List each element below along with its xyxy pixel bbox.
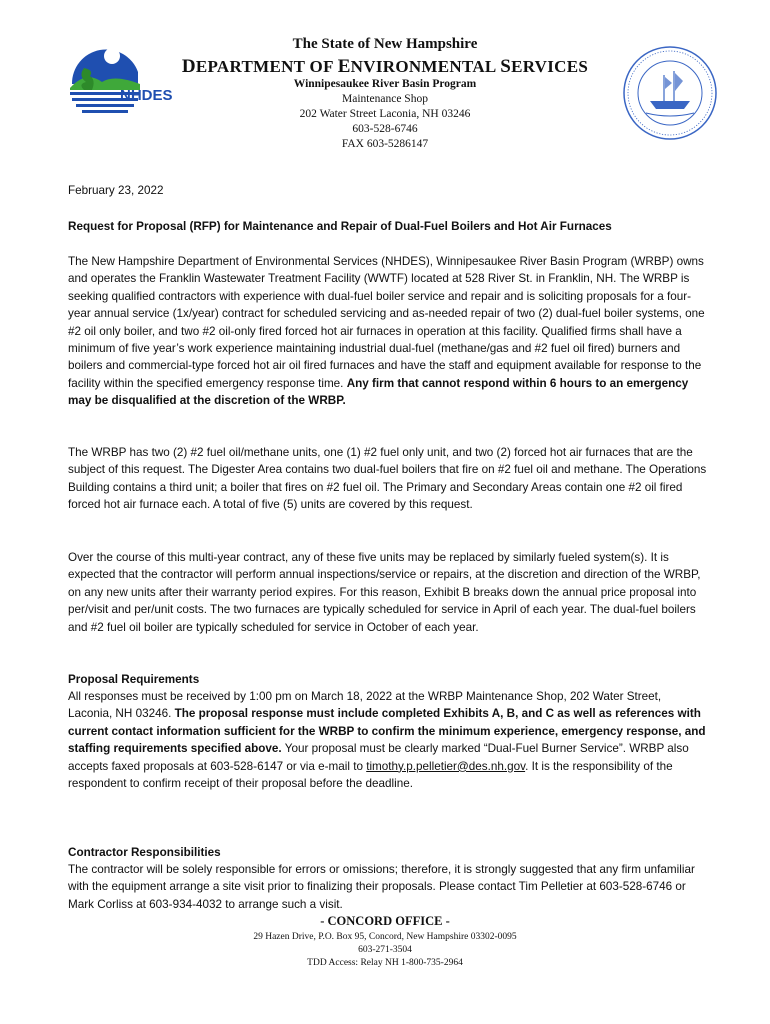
contractor-responsibilities-heading: Contractor Responsibilities: [68, 846, 221, 859]
concord-office-heading: - CONCORD OFFICE -: [320, 914, 450, 928]
email-link[interactable]: timothy.p.pelletier@des.nh.gov: [366, 759, 526, 773]
paragraph-units: The WRBP has two (2) #2 fuel oil/methane units, one (1) #2 fuel only unit, and two (2) forced hot air furnaces that are the subject of this request. The Digester Area contains two dual-fuel boilers that fire on #2 fuel oil and methane. The Operations Building contains a third unit; a boiler that fires on #2 fuel oil. The Primary and Secondary Areas contain one #2 oil fired forced hot air furnace each. A total of five (5) units are covered by this request.: [68, 446, 707, 512]
program-name: Winnipesaukee River Basin Program: [293, 78, 477, 90]
state-name: The State of New Hampshire: [292, 36, 478, 52]
street-address: 202 Water Street Laconia, NH 03246: [299, 108, 471, 120]
footer-phone: 603-271-3504: [358, 945, 412, 955]
paragraph-intro: The New Hampshire Department of Environmental Services (NHDES), Winnipesaukee River Basin Program (WRBP) owns and operates the Franklin Wastewater Treatment Facility (WWTF) located at 528 River St. in Franklin, NH. The WRBP is seeking qualified contractors with experience with dual-fuel boiler service and repair and is soliciting proposals for a four-year annual service (1x/year) contract for scheduled servicing and as-needed repair of two (2) dual-fuel boiler systems, one #2 oil only boiler, and two #2 oil-only fired forced hot air furnaces in operation at this facility. Qualified firms shall have a minimum of five year’s work experience maintaining industrial dual-fuel (methane/gas and #2 fuel oil fired) burners and boilers and commercial-type forced hot air oil fired furnaces and have the staff and equipment available for response to the facility within the specified emergency response time. Any firm that cannot respond within 6 hours to an emergency may be disqualified at the discretion of the WRBP.: [68, 255, 705, 408]
emergency-requirement: Any firm that cannot respond within 6 hours to an emergency may be disqualified at the discretion of the WRBP.: [68, 376, 689, 408]
rfp-title: Request for Proposal (RFP) for Maintenance and Repair of Dual-Fuel Boilers and Hot Air Furnaces: [68, 220, 612, 233]
footer-address: 29 Hazen Drive, P.O. Box 95, Concord, New Hampshire 03302-0095: [253, 932, 517, 942]
paragraph-responsibilities: The contractor will be solely responsible for errors or omissions; therefore, it is strongly suggested that any firm unfamiliar with the equipment arrange a site visit prior to finalizing their proposals. Please contact Tim Pelletier at 603-528-6746 or Mark Corliss at 603-934-4032 to arrange such a visit.: [68, 863, 695, 911]
paragraph-contract: Over the course of this multi-year contract, any of these five units may be replaced by similarly fueled system(s). It is expected that the contractor will perform annual inspections/service or repairs, at the discretion and direction of the WRBP, on any new units after their warranty period expires. For this reason, Exhibit B breaks down the annual price proposal into per/visit and per/unit costs. The two furnaces are typically scheduled for service in April of each year. The dual-fuel boilers and #2 fuel oil boiler are typically scheduled for service in October of each year.: [68, 551, 701, 634]
paragraph-requirements: All responses must be received by 1:00 pm on March 18, 2022 at the WRBP Maintenance Shop, 202 Water Street, Laconia, NH 03246. The proposal response must include completed Exhibits A, B, and C as well as references with current contact information sufficient for the WRBP to confirm the minimum experience, emergency response, and staffing requirements specified above. Your proposal must be clearly marked “Dual-Fuel Burner Service”. WRBP also accepts faxed proposals at 603-528-6147 or via e-mail to timothy.p.pelletier@des.nh.gov. It is the responsibility of the respondent to confirm receipt of their proposal before the deadline.: [68, 690, 706, 791]
shop-name: Maintenance Shop: [342, 93, 428, 105]
letter-date: February 23, 2022: [68, 184, 164, 197]
fax-number: FAX 603-5286147: [341, 138, 429, 150]
logo-text: NHDES: [120, 87, 173, 104]
proposal-requirements-heading: Proposal Requirements: [68, 673, 200, 686]
state-seal: [622, 45, 718, 141]
footer-tdd: TDD Access: Relay NH 1-800-735-2964: [307, 958, 463, 968]
department-name: DEPARTMENT OF ENVIRONMENTAL SERVICES: [181, 56, 589, 77]
phone-number: 603-528-6746: [352, 123, 418, 135]
